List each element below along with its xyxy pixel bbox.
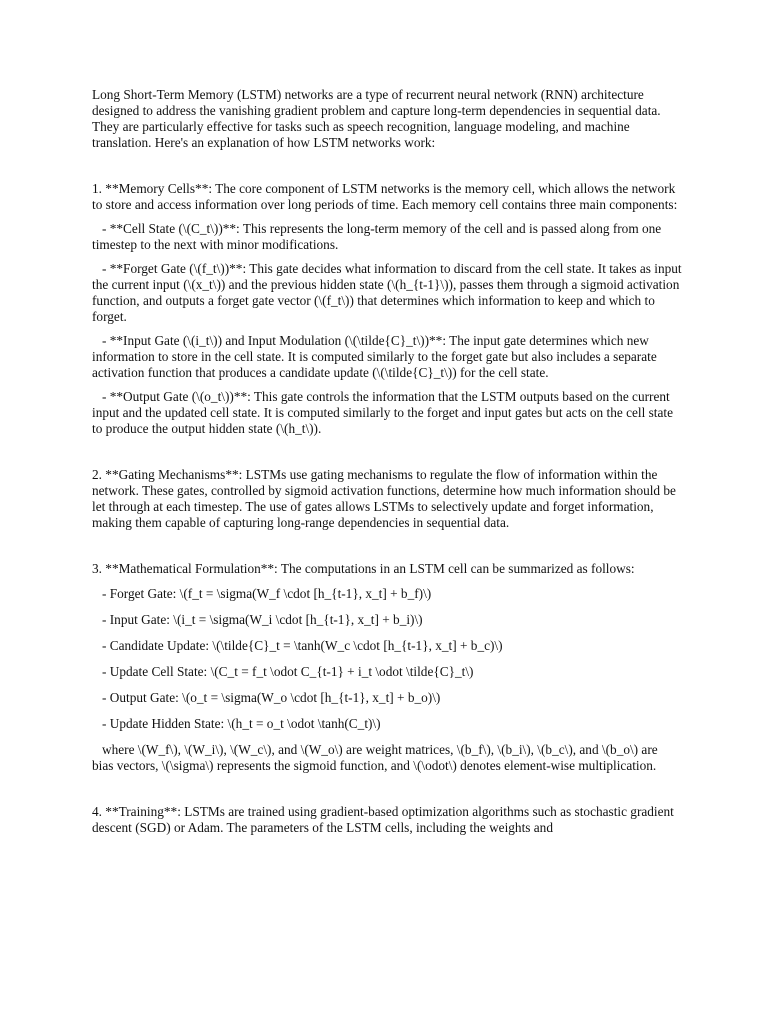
spacer	[92, 437, 682, 467]
spacer	[92, 381, 682, 389]
section-memory-cells-heading: 1. **Memory Cells**: The core component of LSTM networks is the memory cell, which allows the network to store and access information over long periods of time. Each memory cell contains three main components:	[92, 181, 678, 212]
section-training: 4. **Training**: LSTMs are trained using gradient-based optimization algorithms such as stochastic gradient descent (SGD) or Adam. The parameters of the LSTM cells, including the weights and	[92, 804, 674, 835]
list-item-forget-gate: - **Forget Gate (\(f_t\))**: This gate decides what information to discard from the cell state. It takes as input the current input (\(x_t\)) and the previous hidden state (\(h_{t-1}\)), passes them through a sigmoid activation function, and outputs a forget gate vector (\(f_t\)) that determines which information to keep and which to forget.	[92, 261, 682, 324]
spacer	[92, 531, 682, 561]
spacer	[92, 151, 682, 181]
section-math-formulation-heading: 3. **Mathematical Formulation**: The computations in an LSTM cell can be summarized as follows:	[92, 561, 635, 576]
list-item-cell-state: - **Cell State (\(C_t\))**: This represents the long-term memory of the cell and is passed along from one timestep to the next with minor modifications.	[92, 221, 662, 252]
spacer	[92, 774, 682, 804]
list-item-output-gate: - **Output Gate (\(o_t\))**: This gate controls the information that the LSTM outputs based on the current input and the updated cell state. It is computed similarly to the forget and input gates but acts on the cell state to produce the output hidden state (\(h_t\)).	[92, 389, 673, 436]
intro-paragraph: Long Short-Term Memory (LSTM) networks are a type of recurrent neural network (RNN) architecture designed to address the vanishing gradient problem and capture long-term dependencies in sequential data. They are particularly effective for tasks such as speech recognition, language modeling, and machine translation. Here's an explanation of how LSTM networks work:	[92, 87, 661, 150]
formula-variable-notes: where \(W_f\), \(W_i\), \(W_c\), and \(W_o\) are weight matrices, \(b_f\), \(b_i\), \(b_c\), and \(b_o\) are bias vectors, \(\sigma\) represents the sigmoid function, and \(\odot\) denotes element-wise multiplication.	[92, 742, 658, 773]
section-gating-mechanisms: 2. **Gating Mechanisms**: LSTMs use gating mechanisms to regulate the flow of information within the network. These gates, controlled by sigmoid activation functions, determine how much information should be let through at each timestep. The use of gates allows LSTMs to selectively update and forget information, making them capable of capturing long-range dependencies in sequential data.	[92, 467, 676, 530]
document-page	[92, 87, 682, 836]
formula-candidate-update: - Candidate Update: \(\tilde{C}_t = \tanh(W_c \cdot [h_{t-1}, x_t] + b_c)\)	[102, 638, 503, 653]
formula-input-gate: - Input Gate: \(i_t = \sigma(W_i \cdot [h_{t-1}, x_t] + b_i)\)	[102, 612, 423, 627]
list-item-input-gate: - **Input Gate (\(i_t\)) and Input Modulation (\(\tilde{C}_t\))**: The input gate determines which new information to store in the cell state. It is computed similarly to the forget gate but also includes a separate activation function that produces a candidate update (\(\tilde{C}_t\)) for the cell state.	[92, 333, 657, 380]
formula-forget-gate: - Forget Gate: \(f_t = \sigma(W_f \cdot [h_{t-1}, x_t] + b_f)\)	[102, 586, 432, 601]
formula-update-hidden-state: - Update Hidden State: \(h_t = o_t \odot \tanh(C_t)\)	[102, 716, 381, 731]
formula-update-cell-state: - Update Cell State: \(C_t = f_t \odot C_{t-1} + i_t \odot \tilde{C}_t\)	[102, 664, 474, 679]
formula-output-gate: - Output Gate: \(o_t = \sigma(W_o \cdot [h_{t-1}, x_t] + b_o)\)	[102, 690, 441, 705]
spacer	[92, 213, 682, 221]
spacer	[92, 253, 682, 261]
spacer	[92, 325, 682, 333]
